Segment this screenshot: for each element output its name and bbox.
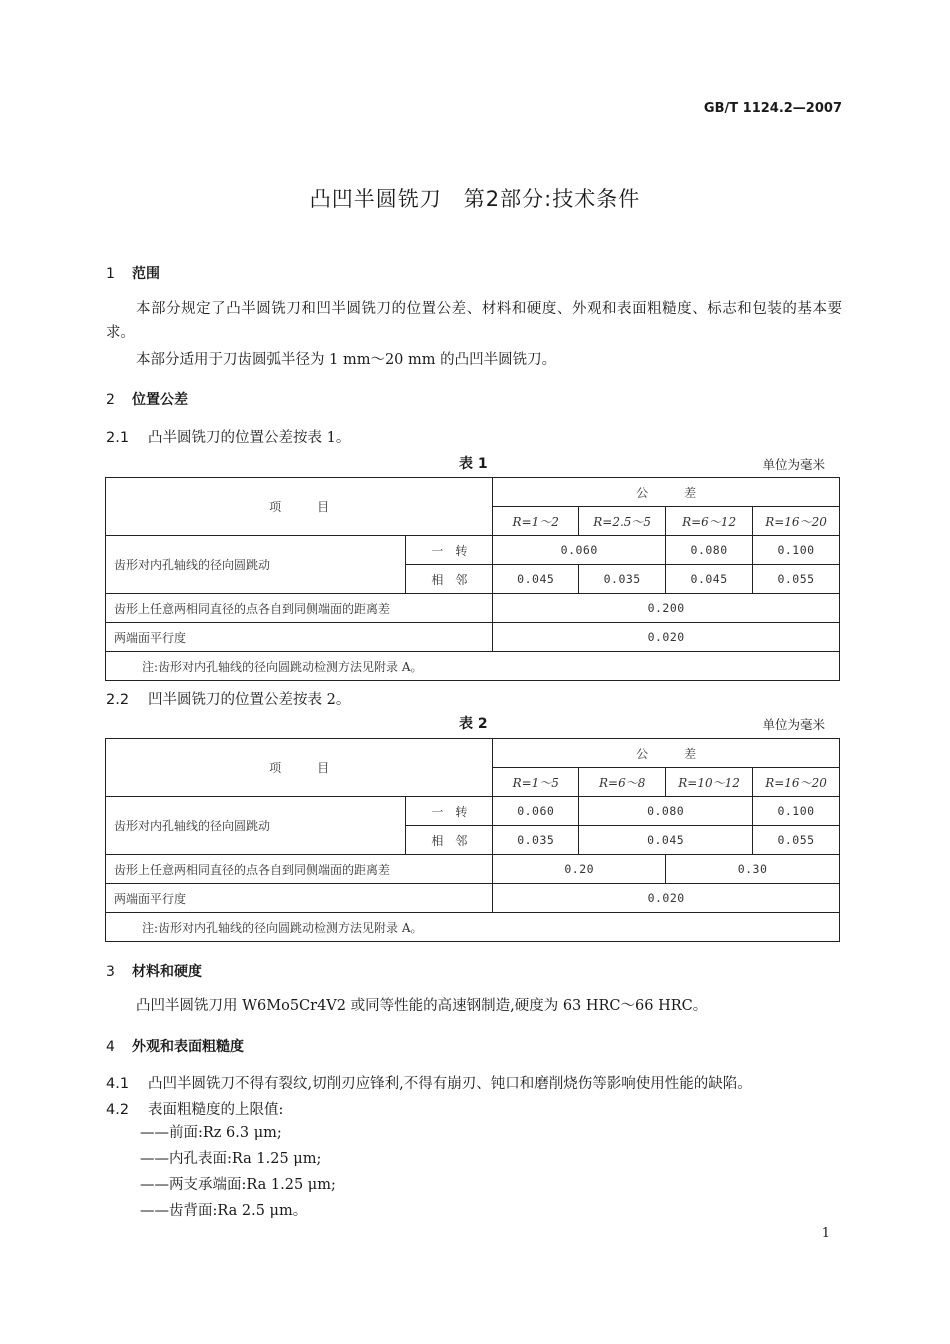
- clause-2-2: [106, 688, 846, 709]
- value-cell: 0.020: [493, 623, 840, 652]
- value-cell: 0.060: [493, 536, 666, 565]
- section-1-heading: [106, 263, 160, 283]
- clause-number: 2.1: [106, 430, 130, 446]
- clause-text: 凸半圆铣刀的位置公差按表 1。: [148, 430, 351, 446]
- section-number: 4: [106, 1039, 115, 1055]
- clause-4-1: [106, 1072, 846, 1093]
- row-distance-difference: 齿形上任意两相同直径的点各自到同侧端面的距离差: [106, 594, 493, 623]
- clause-text: 表面粗糙度的上限值:: [148, 1102, 284, 1118]
- range-cell: R=2.5～5: [579, 507, 666, 536]
- section-title: 外观和表面粗糙度: [132, 1039, 244, 1055]
- sub-adjacent: 相 邻: [406, 565, 493, 594]
- table-note: 注:齿形对内孔轴线的径向圆跳动检测方法见附录 A。: [106, 652, 840, 681]
- value-cell: 0.055: [753, 826, 840, 855]
- list-item: ——齿背面:Ra 2.5 μm。: [140, 1203, 308, 1219]
- value-cell: 0.060: [493, 797, 579, 826]
- value-cell: 0.080: [579, 797, 753, 826]
- value-cell: 0.100: [753, 536, 840, 565]
- range-cell: R=6～8: [579, 768, 666, 797]
- header-tolerance: 公 差: [493, 739, 840, 768]
- value-cell: 0.045: [666, 565, 753, 594]
- sub-one-turn: 一 转: [406, 536, 493, 565]
- section-number: 1: [106, 266, 115, 282]
- sub-adjacent: 相 邻: [406, 826, 493, 855]
- document-title: 凸凹半圆铣刀 第2部分:技术条件: [309, 187, 641, 211]
- section-4-heading: [106, 1036, 244, 1056]
- value-cell: 0.20: [493, 855, 666, 884]
- range-cell: R=1～2: [493, 507, 579, 536]
- header-item: 项 目: [106, 478, 493, 536]
- row-parallelism: 两端面平行度: [106, 623, 493, 652]
- clause-text: 凸凹半圆铣刀不得有裂纹,切削刃应锋利,不得有崩刃、钝口和磨削烧伤等影响使用性能的缺陷。: [148, 1076, 752, 1092]
- value-cell: 0.045: [579, 826, 753, 855]
- value-cell: 0.080: [666, 536, 753, 565]
- row-distance-difference: 齿形上任意两相同直径的点各自到同侧端面的距离差: [106, 855, 493, 884]
- value-cell: 0.200: [493, 594, 840, 623]
- range-cell: R=16～20: [753, 507, 840, 536]
- clause-2-1: [106, 426, 846, 447]
- clause-number: 4.2: [106, 1102, 130, 1118]
- standard-code: GB/T 1124.2—2007: [703, 101, 842, 116]
- section-number: 2: [106, 392, 115, 408]
- value-cell: 0.045: [493, 565, 579, 594]
- roughness-list: [140, 1120, 336, 1224]
- section-2-heading: [106, 389, 188, 409]
- section-title: 位置公差: [132, 392, 188, 408]
- row-parallelism: 两端面平行度: [106, 884, 493, 913]
- section-title: 材料和硬度: [132, 964, 202, 980]
- table-2: [105, 738, 840, 942]
- range-cell: R=10～12: [666, 768, 753, 797]
- clause-number: 2.2: [106, 692, 130, 708]
- page-number: 1: [821, 1226, 830, 1241]
- table-1-caption: 表 1: [459, 456, 488, 472]
- list-item: ——前面:Rz 6.3 μm;: [140, 1125, 282, 1141]
- range-cell: R=6～12: [666, 507, 753, 536]
- section-3-heading: [106, 961, 202, 981]
- row-radial-runout: 齿形对内孔轴线的径向圆跳动: [106, 536, 406, 594]
- value-cell: 0.035: [579, 565, 666, 594]
- clause-text: 凹半圆铣刀的位置公差按表 2。: [148, 692, 351, 708]
- value-cell: 0.30: [666, 855, 840, 884]
- row-radial-runout: 齿形对内孔轴线的径向圆跳动: [106, 797, 406, 855]
- section-number: 3: [106, 964, 115, 980]
- table-2-unit: 单位为毫米: [762, 717, 825, 732]
- table-1: [105, 477, 840, 681]
- range-cell: R=16～20: [753, 768, 840, 797]
- scope-paragraph-2: 本部分适用于刀齿圆弧半径为 1 mm～20 mm 的凸凹半圆铣刀。: [136, 352, 557, 368]
- header-tolerance: 公 差: [493, 478, 840, 507]
- clause-4-2: [106, 1098, 846, 1119]
- range-cell: R=1～5: [493, 768, 579, 797]
- table-note: 注:齿形对内孔轴线的径向圆跳动检测方法见附录 A。: [106, 913, 840, 942]
- value-cell: 0.035: [493, 826, 579, 855]
- value-cell: 0.055: [753, 565, 840, 594]
- list-item: ——两支承端面:Ra 1.25 μm;: [140, 1177, 336, 1193]
- sub-one-turn: 一 转: [406, 797, 493, 826]
- value-cell: 0.100: [753, 797, 840, 826]
- table-1-unit: 单位为毫米: [762, 457, 825, 472]
- section-title: 范围: [132, 266, 160, 282]
- header-item: 项 目: [106, 739, 493, 797]
- list-item: ——内孔表面:Ra 1.25 μm;: [140, 1151, 322, 1167]
- table-2-caption: 表 2: [459, 716, 488, 732]
- value-cell: 0.020: [493, 884, 840, 913]
- material-paragraph: 凸凹半圆铣刀用 W6Mo5Cr4V2 或同等性能的高速钢制造,硬度为 63 HRC～66 HRC。: [136, 998, 708, 1014]
- scope-paragraph-1: 本部分规定了凸半圆铣刀和凹半圆铣刀的位置公差、材料和硬度、外观和表面粗糙度、标志和包装的基本要求。: [106, 301, 842, 341]
- clause-number: 4.1: [106, 1076, 130, 1092]
